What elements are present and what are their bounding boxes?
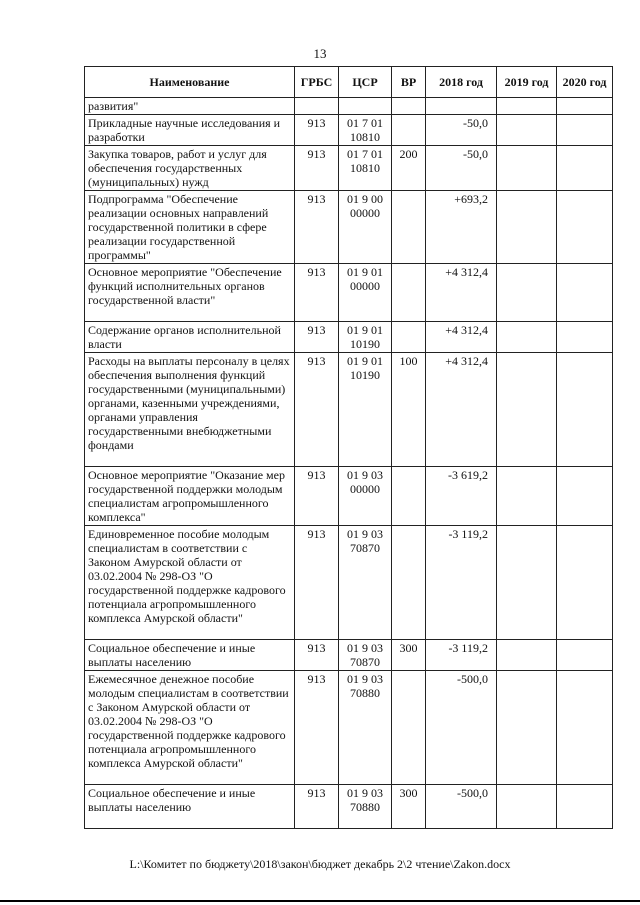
row-csr-part2: 70870	[350, 541, 380, 555]
row-csr-part1: 01 9 01	[347, 265, 383, 279]
row-csr-part2: 70880	[350, 800, 380, 814]
table-row	[85, 98, 613, 115]
row-csr	[339, 640, 392, 671]
table-row	[85, 146, 613, 191]
row-csr-part1: 01 7 01	[347, 116, 383, 130]
row-2020	[557, 115, 613, 146]
row-2020	[557, 467, 613, 526]
header-grbs: ГРБС	[295, 67, 339, 98]
row-grbs: 913	[295, 671, 339, 785]
row-vr: 100	[392, 353, 426, 467]
row-vr: 200	[392, 146, 426, 191]
row-csr	[339, 264, 392, 322]
bottom-rule	[0, 900, 640, 902]
row-name: Закупка товаров, работ и услуг для обеспечения государственных (муниципальных) нужд	[85, 146, 295, 191]
row-csr	[339, 322, 392, 353]
row-vr	[392, 671, 426, 785]
row-csr-part2: 00000	[350, 279, 380, 293]
row-grbs: 913	[295, 353, 339, 467]
row-csr	[339, 98, 392, 115]
row-vr	[392, 322, 426, 353]
row-2020	[557, 526, 613, 640]
row-2019	[497, 467, 557, 526]
row-2020	[557, 785, 613, 829]
table-row	[85, 353, 613, 467]
row-name: развития"	[85, 98, 295, 115]
row-grbs: 913	[295, 322, 339, 353]
row-2019	[497, 353, 557, 467]
row-csr-part1: 01 9 01	[347, 354, 383, 368]
row-2018: -50,0	[426, 146, 497, 191]
row-csr-part2: 10190	[350, 368, 380, 382]
row-grbs: 913	[295, 640, 339, 671]
row-2020	[557, 322, 613, 353]
row-csr-part1: 01 9 03	[347, 641, 383, 655]
row-2018: +4 312,4	[426, 264, 497, 322]
row-2020	[557, 146, 613, 191]
page-number: 13	[313, 46, 327, 61]
row-2018: -3 119,2	[426, 640, 497, 671]
row-vr	[392, 264, 426, 322]
row-name: Социальное обеспечение и иные выплаты населению	[85, 785, 295, 829]
row-csr-part2: 70870	[350, 655, 380, 669]
header-name: Наименование	[85, 67, 295, 98]
row-2019	[497, 640, 557, 671]
row-csr-part1: 01 7 01	[347, 147, 383, 161]
row-grbs: 913	[295, 785, 339, 829]
row-2019	[497, 191, 557, 264]
row-2020	[557, 264, 613, 322]
table-row	[85, 671, 613, 785]
row-name: Единовременное пособие молодым специалистам в соответствии с Законом Амурской области от 03.02.2004 № 298-ОЗ "О государственной поддержке кадрового потенциала агропромышленного комплекса Амурской области"	[85, 526, 295, 640]
row-csr-part2: 10190	[350, 337, 380, 351]
row-csr	[339, 785, 392, 829]
row-name: Прикладные научные исследования и разработки	[85, 115, 295, 146]
row-name: Содержание органов исполнительной власти	[85, 322, 295, 353]
row-2018: -3 619,2	[426, 467, 497, 526]
row-csr	[339, 146, 392, 191]
row-2019	[497, 115, 557, 146]
row-csr-part2: 70880	[350, 686, 380, 700]
row-name: Подпрограмма "Обеспечение реализации основных направлений государственной политики в сфере реализации государственной программы"	[85, 191, 295, 264]
table-header-row	[85, 67, 613, 98]
header-vr: ВР	[392, 67, 426, 98]
row-grbs: 913	[295, 526, 339, 640]
row-vr	[392, 191, 426, 264]
row-2018: -500,0	[426, 785, 497, 829]
row-name: Расходы на выплаты персоналу в целях обеспечения выполнения функций государственными (муниципальными) органами, казенными учреждениями, органами управления государственными внебюджетными фондами	[85, 353, 295, 467]
row-grbs	[295, 98, 339, 115]
table-row	[85, 526, 613, 640]
table-row	[85, 115, 613, 146]
row-vr: 300	[392, 785, 426, 829]
row-2020	[557, 353, 613, 467]
row-csr-part1: 01 9 00	[347, 192, 383, 206]
table-row	[85, 640, 613, 671]
row-csr-part2: 10810	[350, 130, 380, 144]
row-2018	[426, 98, 497, 115]
row-grbs: 913	[295, 115, 339, 146]
row-2018: +693,2	[426, 191, 497, 264]
row-csr-part1: 01 9 03	[347, 672, 383, 686]
row-2018: -500,0	[426, 671, 497, 785]
budget-table	[84, 66, 613, 829]
header-2019: 2019 год	[497, 67, 557, 98]
row-csr-part2: 10810	[350, 161, 380, 175]
row-2019	[497, 526, 557, 640]
row-2018: -50,0	[426, 115, 497, 146]
row-grbs: 913	[295, 146, 339, 191]
row-vr	[392, 467, 426, 526]
header-csr: ЦСР	[339, 67, 392, 98]
row-2019	[497, 671, 557, 785]
row-vr: 300	[392, 640, 426, 671]
row-name: Основное мероприятие "Оказание мер государственной поддержки молодым специалистам агропромышленного комплекса"	[85, 467, 295, 526]
row-csr	[339, 526, 392, 640]
row-name: Ежемесячное денежное пособие молодым специалистам в соответствии с Законом Амурской области от 03.02.2004 № 298-ОЗ "О государственной поддержке кадрового потенциала агропромышленного комплекса Амурской области"	[85, 671, 295, 785]
row-grbs: 913	[295, 467, 339, 526]
row-vr	[392, 526, 426, 640]
table-row	[85, 322, 613, 353]
row-csr	[339, 115, 392, 146]
row-2018: +4 312,4	[426, 353, 497, 467]
row-2020	[557, 671, 613, 785]
table-row	[85, 785, 613, 829]
row-csr-part1: 01 9 03	[347, 468, 383, 482]
row-csr	[339, 191, 392, 264]
row-vr	[392, 98, 426, 115]
row-grbs: 913	[295, 264, 339, 322]
row-2019	[497, 785, 557, 829]
row-2020	[557, 98, 613, 115]
row-csr-part2: 00000	[350, 206, 380, 220]
header-2018: 2018 год	[426, 67, 497, 98]
row-name: Основное мероприятие "Обеспечение функций исполнительных органов государственной власти"	[85, 264, 295, 322]
row-csr	[339, 467, 392, 526]
row-2020	[557, 191, 613, 264]
row-csr	[339, 353, 392, 467]
row-csr	[339, 671, 392, 785]
row-grbs: 913	[295, 191, 339, 264]
row-2019	[497, 146, 557, 191]
row-2018: +4 312,4	[426, 322, 497, 353]
row-csr-part1: 01 9 03	[347, 527, 383, 541]
header-2020: 2020 год	[557, 67, 613, 98]
row-2019	[497, 98, 557, 115]
row-csr-part2: 00000	[350, 482, 380, 496]
row-vr	[392, 115, 426, 146]
row-2018: -3 119,2	[426, 526, 497, 640]
table-row	[85, 467, 613, 526]
row-csr-part1: 01 9 01	[347, 323, 383, 337]
row-csr-part1: 01 9 03	[347, 786, 383, 800]
table-row	[85, 264, 613, 322]
row-name: Социальное обеспечение и иные выплаты населению	[85, 640, 295, 671]
row-2019	[497, 322, 557, 353]
row-2019	[497, 264, 557, 322]
footer-file-path: L:\Комитет по бюджету\2018\закон\бюджет декабрь 2\2 чтение\Zakon.docx	[129, 857, 511, 871]
table-row	[85, 191, 613, 264]
row-2020	[557, 640, 613, 671]
